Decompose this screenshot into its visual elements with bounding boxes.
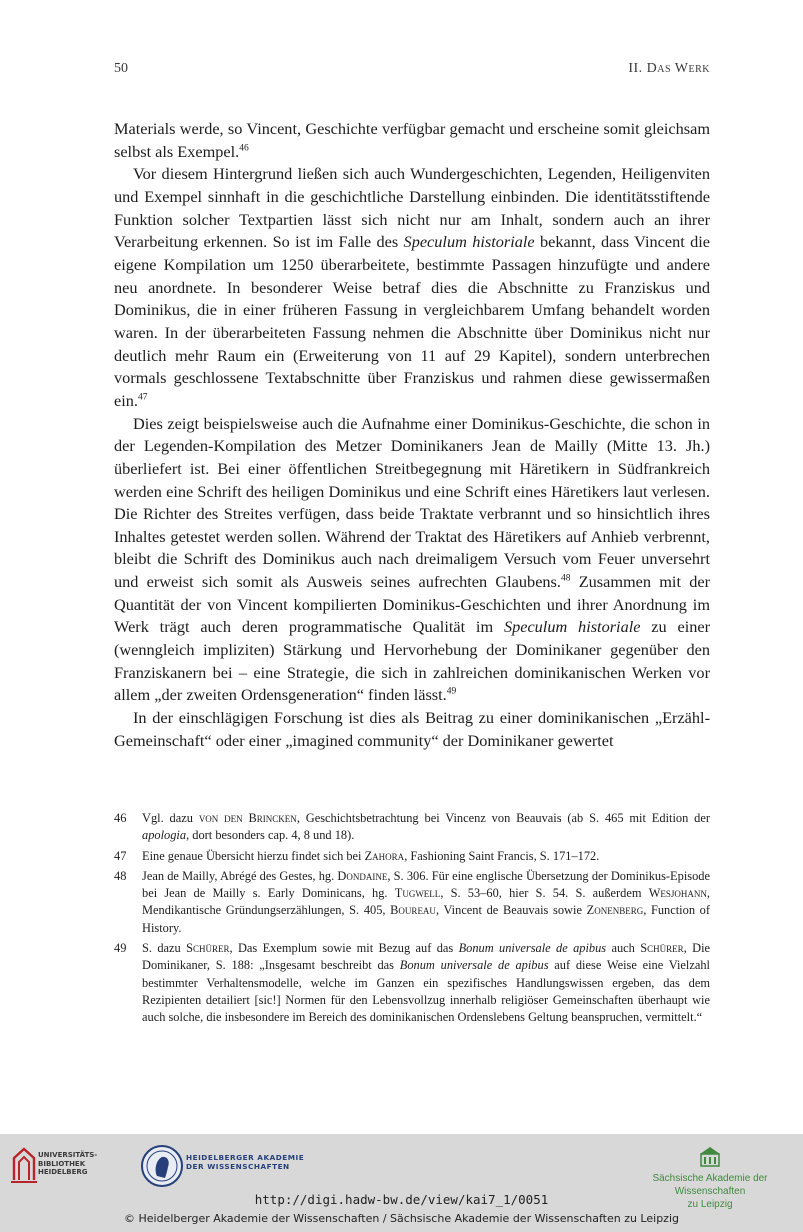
footnote-49: 49 S. dazu Schürer, Das Exemplum sowie mit Bezug auf das Bonum universale de apibus auch Schürer, Die Dominikaner, S. 188: „Insgesamt beschreibt das Bonum universale de apibus auf diese Weise eine Vielzahl bestimmter Verhaltensmodelle, welche im Ganzen ein spezifisches Handlungswissen ergeben, das dem Rezipienten detailiert [sic!] Normen für den Lebensvollzug innerhalb religiöser Gemeinschaften überhaupt wie auch solche, die insbesondere im Bereich des dominikanischen Ordenslebens Geltung beanspruchen, vermittelt.“: [114, 941, 711, 1025]
footnote-48: 48 Jean de Mailly, Abrégé des Gestes, hg. Dondaine, S. 306. Für eine englische Übersetzung der Dominikus-Episode bei Jean de Mailly s. Early Dominicans, hg. Tugwell, S. 53–60, hier S. 54. S. außerdem Wesjohann, Mendikantische Gründungserzählungen, S. 405, Boureau, Vincent de Beauvais sowie Zonenberg, Function of History.: [114, 868, 710, 935]
page-number: 50: [114, 61, 128, 76]
footnote-47: 47 Eine genaue Übersicht hierzu findet sich bei Zahora, Fashioning Saint Francis, S. 171–172.: [114, 848, 600, 863]
footnotes: [114, 810, 710, 1030]
main-text: [114, 118, 710, 752]
ub-heidelberg-label: UNIVERSITÄTS- BIBLIOTHEK HEIDELBERG: [38, 1151, 98, 1176]
hadw-seal-icon: [140, 1142, 184, 1190]
viewer-footer: [0, 1134, 803, 1232]
hadw-label: HEIDELBERGER AKADEMIE DER WISSENSCHAFTEN: [186, 1153, 305, 1171]
footnote-ref-46[interactable]: 46: [239, 143, 249, 154]
copyright-notice: © Heidelberger Akademie der Wissenschaften / Sächsische Akademie der Wissenschaften zu Leipzig: [123, 1212, 679, 1225]
saw-label: Sächsische Akademie der Wissenschaften zu Leipzig: [652, 1173, 768, 1210]
paragraph-3: Dies zeigt beispielsweise auch die Aufnahme einer Dominikus-Geschichte, die schon in der Legenden-Kompilation des Metzer Dominikaners Jean de Mailly (Mitte 13. Jh.) überliefert ist. Bei einer öffentlichen Streitbegegnung mit Häretikern in Südfrankreich werden eine Schrift des heiligen Dominikus und eine Schrift eines Häretikers laut verlesen. Die Richter des Streites verfügen, dass beide Traktate verbrannt und so hinsichtlich ihres Inhaltes getestet werden sollen. Während der Traktat des Häretikers auf Anhieb verbrennt, bleibt die Schrift des Dominikus auch nach dreimaligem Versuch vom Feuer unversehrt und erweist sich somit als Ausweis seines aufrechten Glaubens.$^{48}$ Zusammen mit der Quantität der von Vincent kompilierten Dominikus-Geschichten und ihrer Anordnung im Werk trägt auch deren programmatische Qualität im Speculum historiale zu einer (wenngleich impliziten) Stärkung und Hervorhebung der Dominikaner gegenüber den Franziskanern bei – eine Strategie, die sich in zahlreichen dominikanischen Werken vor allem „der zweiten Ordensgeneration“ finden lässt.$^{49}$: [114, 413, 711, 705]
footnote-46: 46 Vgl. dazu von den Brincken, Geschichtsbetrachtung bei Vincenz von Beauvais (ab S. 465 mit Edition der apologia, dort besonders cap. 4, 8 und 18).: [114, 811, 710, 843]
paragraph-2: Vor diesem Hintergrund ließen sich auch Wundergeschichten, Legenden, Heiligenviten und Exempel sinnhaft in die geschichtliche Darstellung einbinden. Die identitätsstiftende Funktion solcher Textpartien lässt sich nicht nur am Inhalt, sondern auch an ihrer Verarbeitung erkennen. So ist im Falle des Speculum historiale bekannt, dass Vincent die eigene Kompilation um 1250 überarbeitete, bestimmte Passagen hinzufügte und andere neu anordnete. In besonderer Weise betraf dies die Abschnitte zu Franziskus und Dominikus, die in einer früheren Fassung in vergleichbarem Umfang behandelt worden waren. In der überarbeiteten Fassung nehmen die Abschnitte über Dominikus nicht nur deutlich mehr Raum ein (Erweiterung von 11 auf 29 Kapitel), sondern unterbrechen vormals geschlossene Textabschnitte über Franziskus und rahmen diese gewissermaßen ein.$^{47}$: [114, 164, 711, 410]
footnote-ref-48[interactable]: 48: [560, 573, 571, 584]
permalink-url[interactable]: http://digi.hadw-bw.de/view/kai7_1/0051: [254, 1192, 549, 1207]
running-title: II. Das Werk: [628, 61, 710, 76]
footnote-ref-49[interactable]: 49: [446, 686, 457, 697]
saw-building-icon: [698, 1144, 722, 1168]
footnote-ref-47[interactable]: 47: [137, 392, 148, 403]
paragraph-1: Materials werde, so Vincent, Geschichte verfügbar gemacht und erscheine somit gleichsam selbst als Exempel.$^{46}$: [114, 119, 710, 161]
paragraph-4: In der einschlägigen Forschung ist dies als Beitrag zu einer dominikanischen „Erzähl-Gemeinschaft“ oder einer „imagined community“ der Dominikaner gewertet: [114, 708, 710, 750]
page-header: [114, 61, 710, 81]
ub-heidelberg-icon: [10, 1144, 40, 1184]
